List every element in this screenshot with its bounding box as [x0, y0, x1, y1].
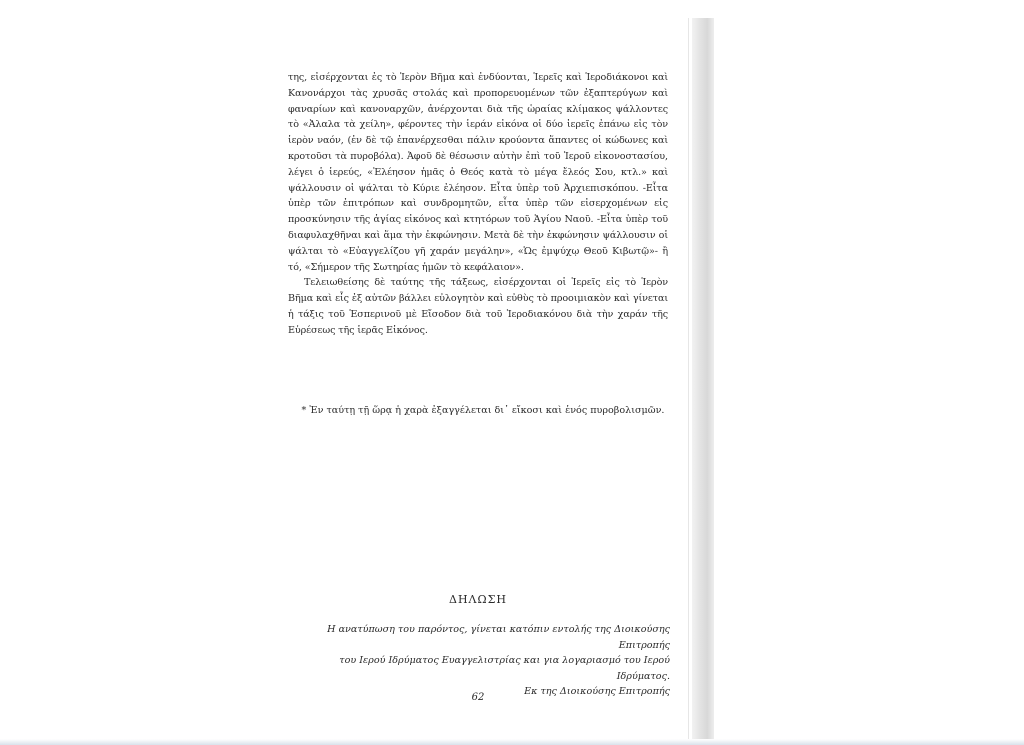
declaration-line: του Ιερού Ιδρύματος Ευαγγελιστρίας και για λογαριασμό του Ιερού Ιδρύματος.	[339, 655, 670, 682]
body-paragraph: της, εἰσέρχονται ἐς τὸ Ἱερὸν Βῆμα καὶ ἐνδύονται, Ἱερεῖς καὶ Ἱεροδιάκονοι καὶ Κανονάρχοι τὰς χρυσᾶς στολάς καὶ προπορευομένων τῶν ἐξαπτερύγων καὶ φαναρίων καὶ κανοναρχῶν, ἀνέρχονται διὰ τῆς ὡραίας κλίμακος ψάλλοντες τὸ «Ἀλαλα τὰ χείλη», φέροντες τὴν ἱεράν εἰκόνα οἱ δύο ἱερεῖς ἐπάνω εἰς τὸν ἱερὸν ναόν, (ἐν δὲ τῷ ἐπανέρχεσθαι πάλιν κρούοντα ἅπαντες οἱ κώδωνες καὶ κροτοῦσι τὰ πυροβόλα). Ἀφοῦ δὲ θέσωσιν αὐτὴν ἐπὶ τοῦ Ἱεροῦ εἰκονοστασίου, λέγει ὁ ἱερεύς, «Ἐλέησον ἡμᾶς ὁ Θεός κατὰ τὸ μέγα ἔλεός Σου, κτλ.» καὶ ψάλλουσιν οἱ ψάλται τὸ Κύριε ἐλέησον. Εἶτα ὑπὲρ τοῦ Ἀρχιεπισκόπου. -Εἶτα ὑπὲρ τῶν ἐπιτρόπων καὶ συνδρομητῶν, εἶτα ὑπὲρ τῶν εἰσερχομένων εἰς προσκύνησιν τῆς ἁγίας εἰκόνος καὶ κτητόρων τοῦ Ἁγίου Ναοῦ. -Εἶτα ὑπὲρ τοῦ διαφυλαχθῆναι καὶ ἅμα τὴν ἐκφώνησιν. Μετὰ δὲ τὴν ἐκφώνησιν ψάλλουσιν οἱ ψάλται τὸ «Εὐαγγελίζου γῆ χαράν μεγάλην», «Ὡς ἐμψύχῳ Θεοῦ Κιβωτῷ»- ἢ τό, «Σήμερον τῆς Σωτηρίας ἡμῶν τὸ κεφάλαιον».	[288, 72, 668, 273]
page-number: 62	[471, 692, 485, 703]
declaration	[288, 622, 670, 700]
page-fold-line	[688, 18, 689, 742]
body-paragraph: Τελειωθείσης δὲ ταύτης τῆς τάξεως, εἰσέρχονται οἱ Ἱερεῖς εἰς τὸ Ἱερὸν Βῆμα καὶ εἷς ἐξ αὐτῶν βάλλει εὐλογητὸν καὶ εὐθὺς τὸ προοιμιακὸν καὶ γίνεται ἡ τάξις τοῦ Ἑσπερινοῦ μὲ Εἴσοδον διὰ τοῦ Ἱεροδιακόνου διὰ τὴν χαράν τῆς Εὑρέσεως τῆς ἱερᾶς Εἰκόνος.	[288, 277, 668, 336]
scan-bottom-edge	[0, 739, 1024, 745]
declaration-line: Η ανατύπωση του παρόντος, γίνεται κατόπιν εντολής της Διοικούσης Επιτροπής	[327, 624, 670, 651]
declaration-signature: Εκ της Διοικούσης Επιτροπής	[524, 686, 670, 698]
declaration-title: ΔΗΛΩΣΗ	[449, 593, 507, 606]
body-text	[288, 70, 668, 339]
page-edge-shadow	[692, 18, 714, 742]
footnote: * Ἐν ταύτῃ τῇ ὥρᾳ ἡ χαρὰ ἐξαγγέλεται δι᾽ εἴκοσι καὶ ἑνός πυροβολισμῶν.	[301, 405, 665, 416]
